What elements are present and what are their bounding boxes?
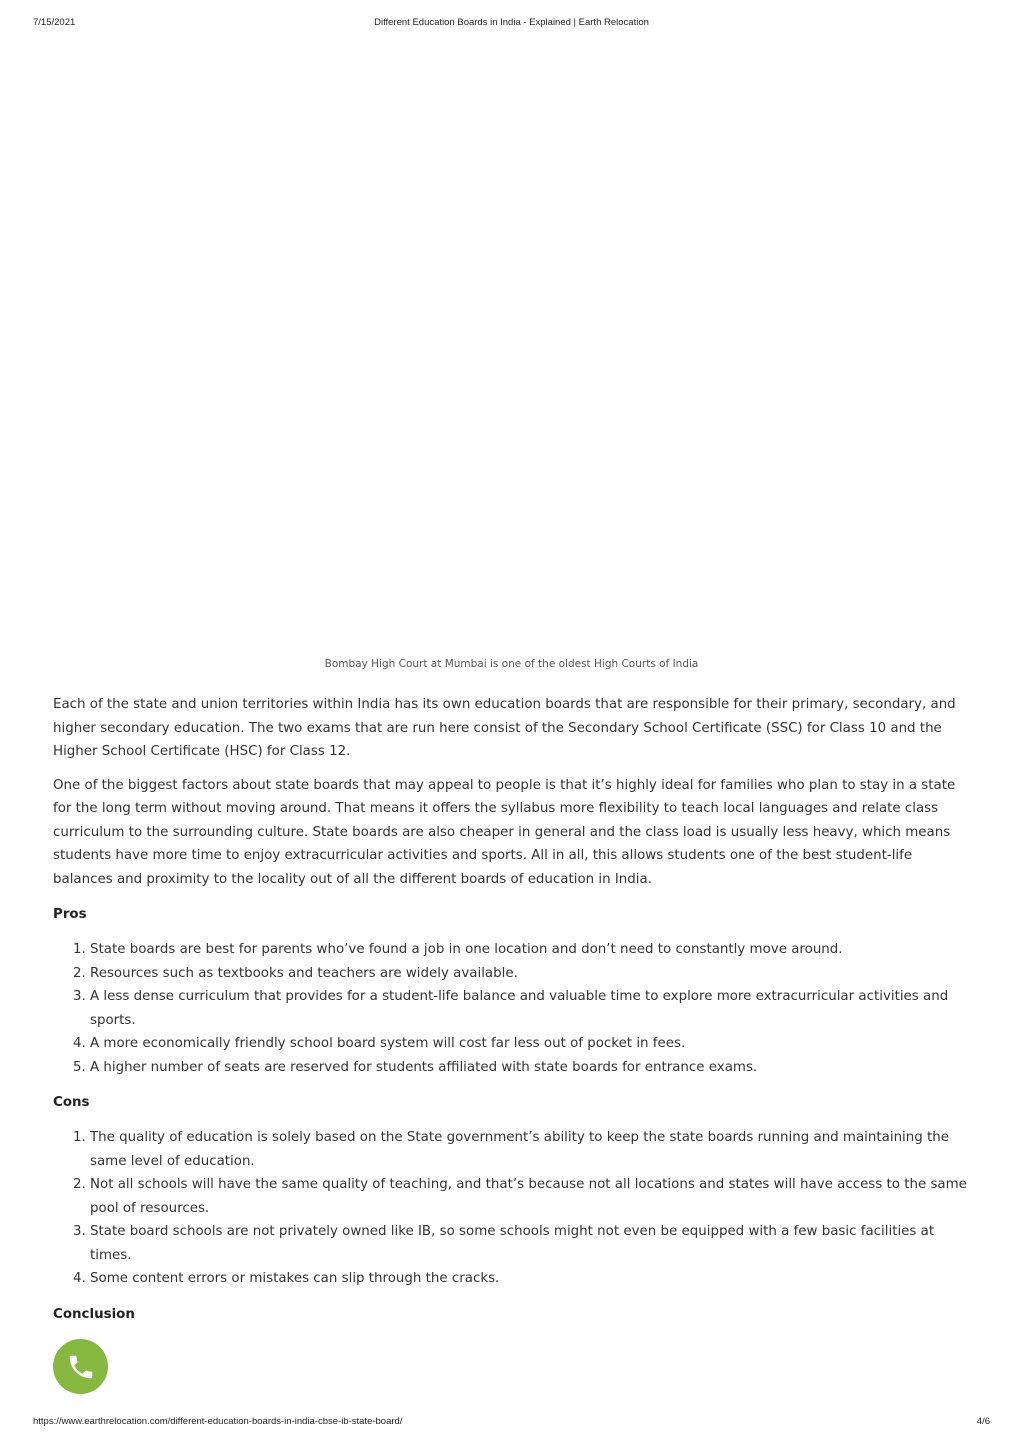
page-number: 4/6 (976, 1416, 990, 1427)
page-title: Different Education Boards in India - Explained | Earth Relocation (374, 17, 649, 28)
list-item: 5. A higher number of seats are reserved for students affiliated with state boards for entrance exams. (90, 1056, 973, 1080)
pros-heading: Pros (53, 907, 87, 922)
list-item: 3. State board schools are not privately owned like IB, so some schools might not even be equipped with a few basic facilities at times. (90, 1220, 973, 1267)
print-footer (33, 1416, 990, 1430)
list-item: 4. Some content errors or mistakes can slip through the cracks. (90, 1267, 973, 1291)
paragraph: One of the biggest factors about state boards that may appeal to people is that it’s highly ideal for families who plan to stay in a state for the long term without moving around. That means it offers the syllabus more flexibility to teach local languages and relate class curriculum to the surrounding culture. State boards are also cheaper in general and the class load is usually less heavy, which means students have more time to enjoy extracurricular activities and sports. All in all, this allows students one of the best student-life balances and proximity to the locality out of all the different boards of education in India. (53, 777, 956, 887)
list-item: 1. The quality of education is solely based on the State government’s ability to keep the state boards running and maintaining the same level of education. (90, 1126, 973, 1173)
cons-list (53, 1126, 973, 1291)
article-body (53, 693, 973, 1338)
list-item: 2. Not all schools will have the same quality of teaching, and that’s because not all locations and states will have access to the same pool of resources. (90, 1173, 973, 1220)
paragraph: Each of the state and union territories within India has its own education boards that are responsible for their primary, secondary, and higher secondary education. The two exams that are run here consist of the Secondary School Certificate (SSC) for Class 10 and the Higher School Certificate (HSC) for Class 12. (53, 697, 956, 759)
list-item: 1. State boards are best for parents who’ve found a job in one location and don’t need to constantly move around. (90, 938, 973, 962)
list-item: 2. Resources such as textbooks and teachers are widely available. (90, 962, 973, 986)
page-url: https://www.earthrelocation.com/different-education-boards-in-india-cbse-ib-state-board/ (33, 1416, 403, 1427)
figure-image (53, 45, 970, 640)
cons-heading: Cons (53, 1095, 90, 1110)
pros-list (53, 938, 973, 1079)
list-item: 4. A more economically friendly school board system will cost far less out of pocket in fees. (90, 1032, 973, 1056)
phone-icon (66, 1352, 96, 1382)
conclusion-heading: Conclusion (53, 1306, 135, 1322)
print-header (33, 17, 990, 31)
figure-caption: Bombay High Court at Mumbai is one of the oldest High Courts of India (324, 658, 699, 670)
print-date: 7/15/2021 (33, 17, 76, 28)
list-item: 3. A less dense curriculum that provides for a student-life balance and valuable time to explore more extracurricular activities and sports. (90, 985, 973, 1032)
call-button[interactable] (53, 1339, 108, 1394)
